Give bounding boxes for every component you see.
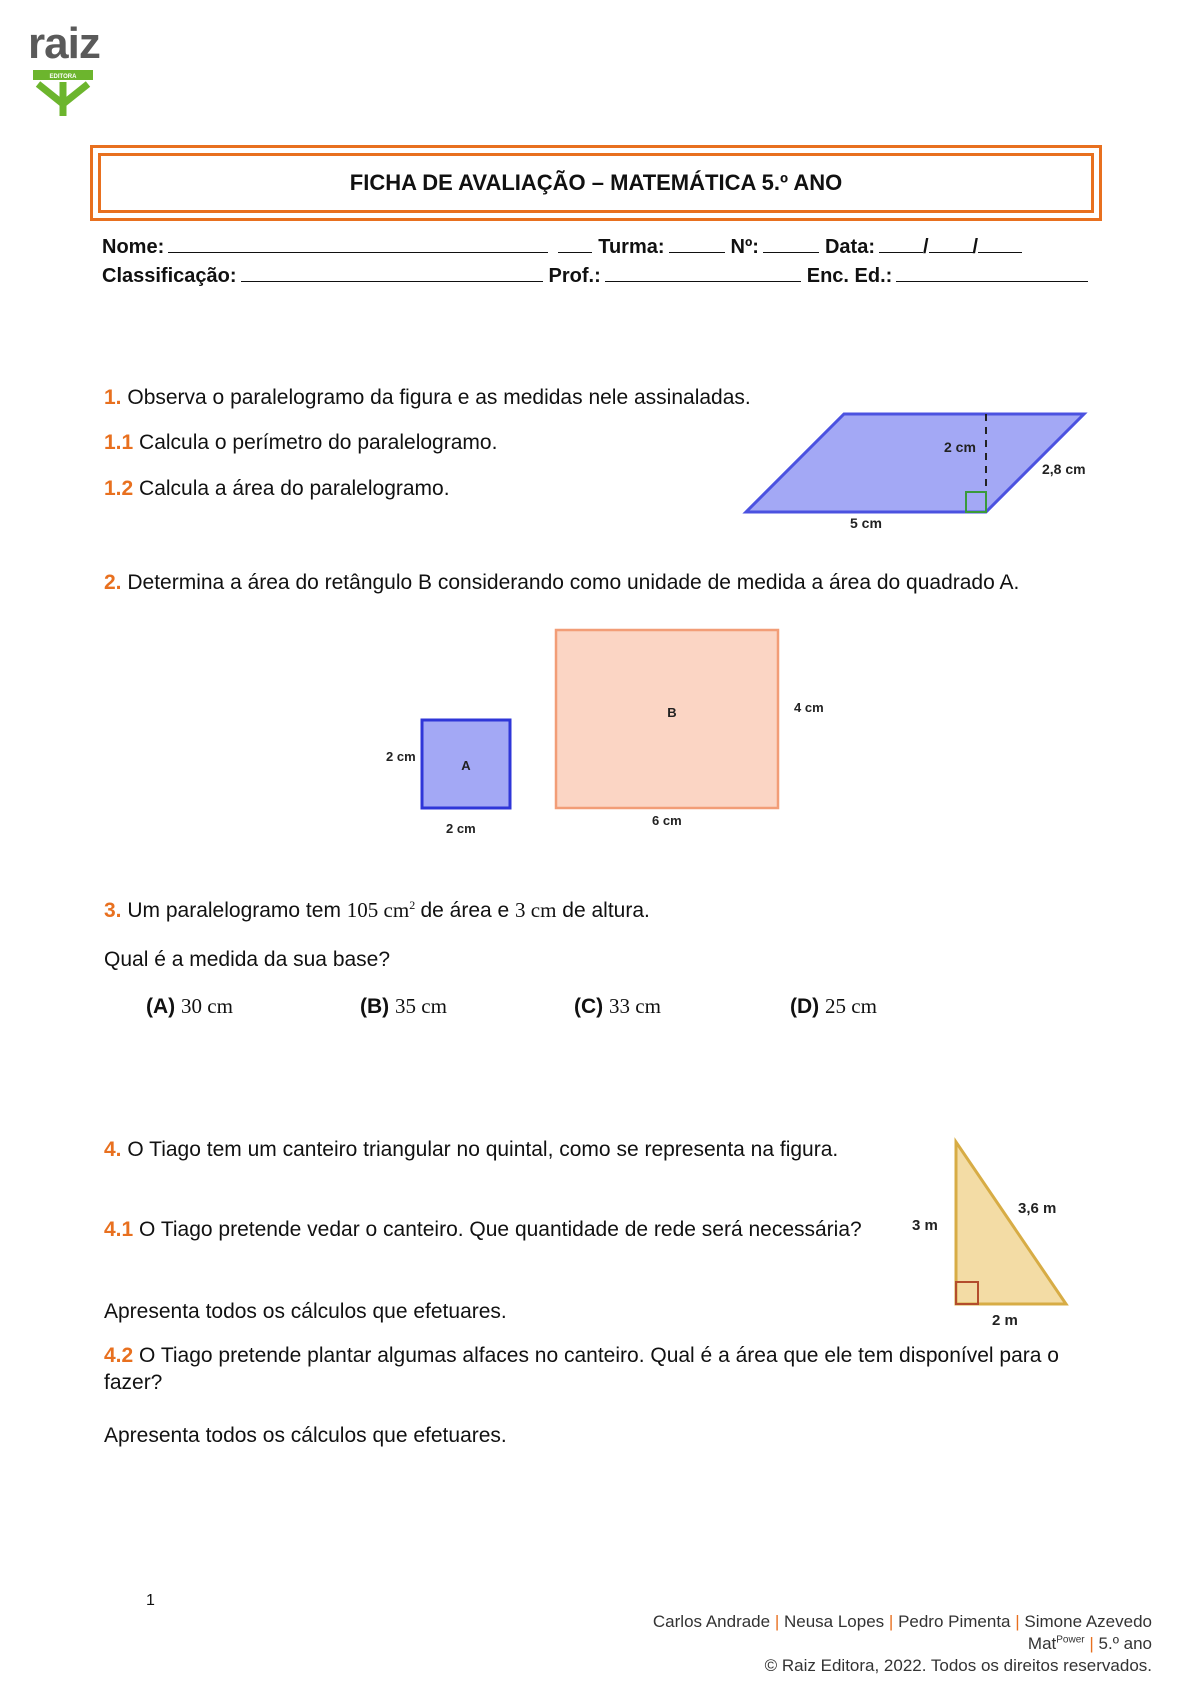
base-label: 5 cm	[850, 515, 882, 531]
question-text: Um paralelogramo tem	[127, 899, 341, 922]
rectangle-b-width-label: 6 cm	[652, 813, 682, 828]
question-text: de área e	[420, 899, 510, 922]
question-number: 3.	[104, 899, 122, 922]
option-value: 30 cm	[181, 994, 233, 1018]
question-3-options	[146, 994, 946, 1024]
option-c[interactable]	[574, 994, 661, 1019]
author: Simone Azevedo	[1024, 1612, 1152, 1631]
question-text: Determina a área do retângulo B considerando como unidade de medida a área do quadrado A.	[127, 571, 1020, 594]
author: Pedro Pimenta	[898, 1612, 1011, 1631]
option-value: 25 cm	[825, 994, 877, 1018]
question-1-statement	[104, 384, 804, 411]
question-4-2	[104, 1342, 1106, 1397]
logo-text: raiz	[28, 19, 100, 68]
guardian-field[interactable]	[896, 263, 1088, 282]
area-value	[347, 898, 421, 922]
grade-field[interactable]	[241, 263, 543, 282]
number-field[interactable]	[763, 234, 819, 253]
square-a-side-label: 2 cm	[386, 749, 416, 764]
question-1-1	[104, 429, 804, 456]
question-text: Calcula o perímetro do paralelogramo.	[139, 431, 498, 455]
author: Carlos Andrade	[652, 1612, 771, 1631]
question-3-prompt: Qual é a medida da sua base?	[104, 948, 391, 971]
option-letter: (D)	[790, 995, 820, 1018]
title-box	[90, 145, 1102, 221]
height-label: 2 cm	[944, 439, 976, 455]
name-label: Nome:	[102, 236, 165, 258]
height-label: 3 m	[912, 1217, 938, 1234]
question-number: 4.	[104, 1138, 122, 1161]
question-number: 1.1	[104, 431, 134, 455]
parallelogram-shape	[746, 414, 1084, 512]
logo-subtext: EDITORA	[49, 74, 77, 80]
class-field[interactable]	[669, 234, 725, 253]
question-4-1-instructions: Apresenta todos os cálculos que efetuares.	[104, 1300, 507, 1323]
option-value: 33 cm	[609, 994, 661, 1018]
page-title: FICHA DE AVALIAÇÃO – MATEMÁTICA 5.º ANO	[98, 153, 1094, 213]
class-label: Turma:	[598, 236, 665, 258]
name-field-extra[interactable]	[558, 234, 592, 253]
footer-separator: |	[888, 1612, 894, 1631]
book-grade: 5.º ano	[1098, 1634, 1152, 1653]
rectangle-b-label: B	[667, 705, 677, 720]
student-info-row	[102, 234, 1028, 259]
squares-figure	[380, 620, 860, 840]
option-letter: (C)	[574, 995, 604, 1018]
grading-info-row	[102, 263, 1094, 288]
option-a[interactable]	[146, 994, 233, 1019]
question-text: O Tiago pretende vedar o canteiro. Que quantidade de rede será necessária?	[139, 1218, 862, 1241]
option-letter: (B)	[360, 995, 390, 1018]
question-number: 4.1	[104, 1218, 134, 1241]
question-number: 4.2	[104, 1344, 134, 1367]
date-year-field[interactable]	[978, 234, 1022, 253]
question-text: O Tiago tem um canteiro triangular no quintal, como se representa na figura.	[127, 1138, 839, 1161]
side-label: 2,8 cm	[1042, 461, 1086, 477]
question-4-1	[104, 1216, 868, 1243]
question-1	[104, 384, 804, 502]
question-4-2-instructions: Apresenta todos os cálculos que efetuares.	[104, 1424, 507, 1447]
triangle-figure	[900, 1130, 1120, 1330]
question-number: 2.	[104, 571, 122, 594]
footer-copyright: © Raiz Editora, 2022. Todos os direitos reservados.	[764, 1656, 1152, 1675]
date-day-field[interactable]	[879, 234, 923, 253]
question-1-2	[104, 475, 804, 502]
author: Neusa Lopes	[783, 1612, 885, 1631]
question-text: de altura.	[562, 899, 650, 922]
hypotenuse-label: 3,6 m	[1018, 1200, 1057, 1217]
name-field[interactable]	[168, 234, 548, 253]
question-4	[104, 1136, 868, 1163]
question-number: 1.	[104, 386, 122, 409]
book-title: Mat	[1027, 1634, 1057, 1653]
footer-book	[1028, 1634, 1152, 1654]
question-2	[104, 569, 1104, 596]
parallelogram-figure	[740, 400, 1120, 540]
number-label: Nº:	[730, 236, 759, 258]
question-text: Calcula a área do paralelogramo.	[139, 476, 450, 500]
guardian-label: Enc. Ed.:	[806, 265, 893, 287]
logo-arrow-icon	[30, 68, 96, 118]
footer-separator: |	[1015, 1612, 1020, 1631]
question-text: O Tiago pretende plantar algumas alfaces no canteiro. Qual é a área que ele tem disponível para o fazer?	[104, 1344, 1059, 1395]
question-text: Observa o paralelogramo da figura e as medidas nele assinaladas.	[127, 386, 751, 409]
footer-separator: |	[774, 1612, 780, 1631]
date-month-field[interactable]	[929, 234, 973, 253]
question-3	[104, 897, 1004, 924]
teacher-label: Prof.:	[548, 265, 601, 287]
footer-authors	[653, 1612, 1152, 1632]
base-label: 2 m	[992, 1312, 1018, 1329]
grade-label: Classificação:	[102, 265, 237, 287]
area-number: 105 cm	[346, 898, 410, 922]
book-title-superscript: Power	[1056, 1634, 1085, 1646]
rectangle-b-height-label: 4 cm	[794, 700, 824, 715]
date-separator: /	[922, 236, 929, 258]
date-label: Data:	[824, 236, 875, 258]
option-d[interactable]	[790, 994, 877, 1019]
date-separator: /	[972, 236, 979, 258]
area-exponent: 2	[409, 898, 416, 912]
teacher-field[interactable]	[605, 263, 801, 282]
option-b[interactable]	[360, 994, 447, 1019]
option-value: 35 cm	[395, 994, 447, 1018]
height-value: 3 cm	[515, 898, 557, 922]
option-letter: (A)	[146, 995, 176, 1018]
footer-separator: |	[1089, 1634, 1094, 1653]
publisher-logo	[26, 18, 106, 110]
page-number: 1	[146, 1592, 155, 1609]
triangle-shape	[956, 1142, 1066, 1304]
question-number: 1.2	[104, 476, 134, 500]
square-a-label: A	[461, 758, 471, 773]
square-a-bottom-label: 2 cm	[446, 821, 476, 836]
